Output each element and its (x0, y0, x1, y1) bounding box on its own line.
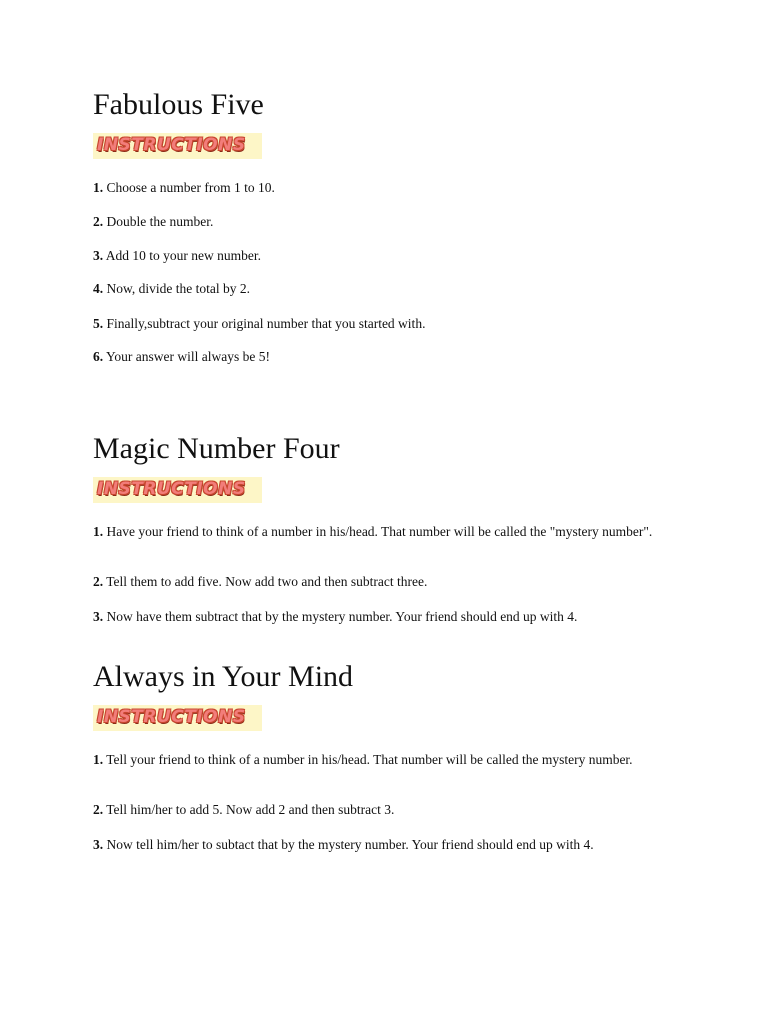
step-number: 1. (93, 180, 104, 195)
step-text: Tell your friend to think of a number in his/head. That number will be called the mystery number. (103, 752, 633, 767)
step-number: 2. (93, 802, 104, 817)
instructions-badge (93, 705, 262, 731)
step-number: 3. (93, 248, 104, 263)
step-text: Finally,subtract your original number that you started with. (103, 316, 426, 331)
step-text: Now, divide the total by 2. (103, 281, 250, 296)
step-text: Now have them subtract that by the mystery number. Your friend should end up with 4. (103, 609, 578, 624)
section-magic-number-four (93, 432, 693, 624)
step-number: 2. (93, 574, 104, 589)
section-title: Fabulous Five (93, 88, 264, 121)
step-number: 6. (93, 349, 104, 364)
instructions-badge (93, 477, 262, 503)
step-item (93, 751, 683, 768)
step-text: Double the number. (103, 214, 214, 229)
step-number: 3. (93, 609, 104, 624)
instructions-badge-label: INSTRUCTIONS (97, 479, 246, 499)
step-number: 4. (93, 281, 104, 296)
step-item (93, 573, 683, 590)
section-title: Magic Number Four (93, 432, 340, 465)
step-text: Now tell him/her to subtact that by the mystery number. Your friend should end up with 4. (103, 837, 594, 852)
step-item (93, 315, 683, 332)
step-text: Add 10 to your new number. (103, 248, 261, 263)
step-text: Tell them to add five. Now add two and then subtract three. (103, 574, 428, 589)
step-item (93, 247, 683, 264)
step-number: 1. (93, 524, 104, 539)
step-text: Choose a number from 1 to 10. (103, 180, 275, 195)
section-fabulous-five (93, 88, 693, 364)
step-text: Have your friend to think of a number in his/head. That number will be called the "mystery number". (103, 524, 653, 539)
step-number: 3. (93, 837, 104, 852)
instructions-badge-label: INSTRUCTIONS (97, 707, 246, 727)
step-number: 1. (93, 752, 104, 767)
step-item (93, 523, 683, 540)
step-item (93, 348, 683, 365)
instructions-badge (93, 133, 262, 159)
step-number: 5. (93, 316, 104, 331)
section-always-in-your-mind (93, 660, 693, 852)
step-text: Your answer will always be 5! (103, 349, 270, 364)
step-item (93, 280, 683, 297)
step-number: 2. (93, 214, 104, 229)
step-item (93, 801, 683, 818)
instructions-badge-label: INSTRUCTIONS (97, 135, 246, 155)
step-item (93, 213, 683, 230)
step-item (93, 608, 683, 625)
step-item (93, 179, 683, 196)
section-title: Always in Your Mind (93, 660, 354, 693)
step-text: Tell him/her to add 5. Now add 2 and then subtract 3. (103, 802, 395, 817)
step-item (93, 836, 683, 853)
